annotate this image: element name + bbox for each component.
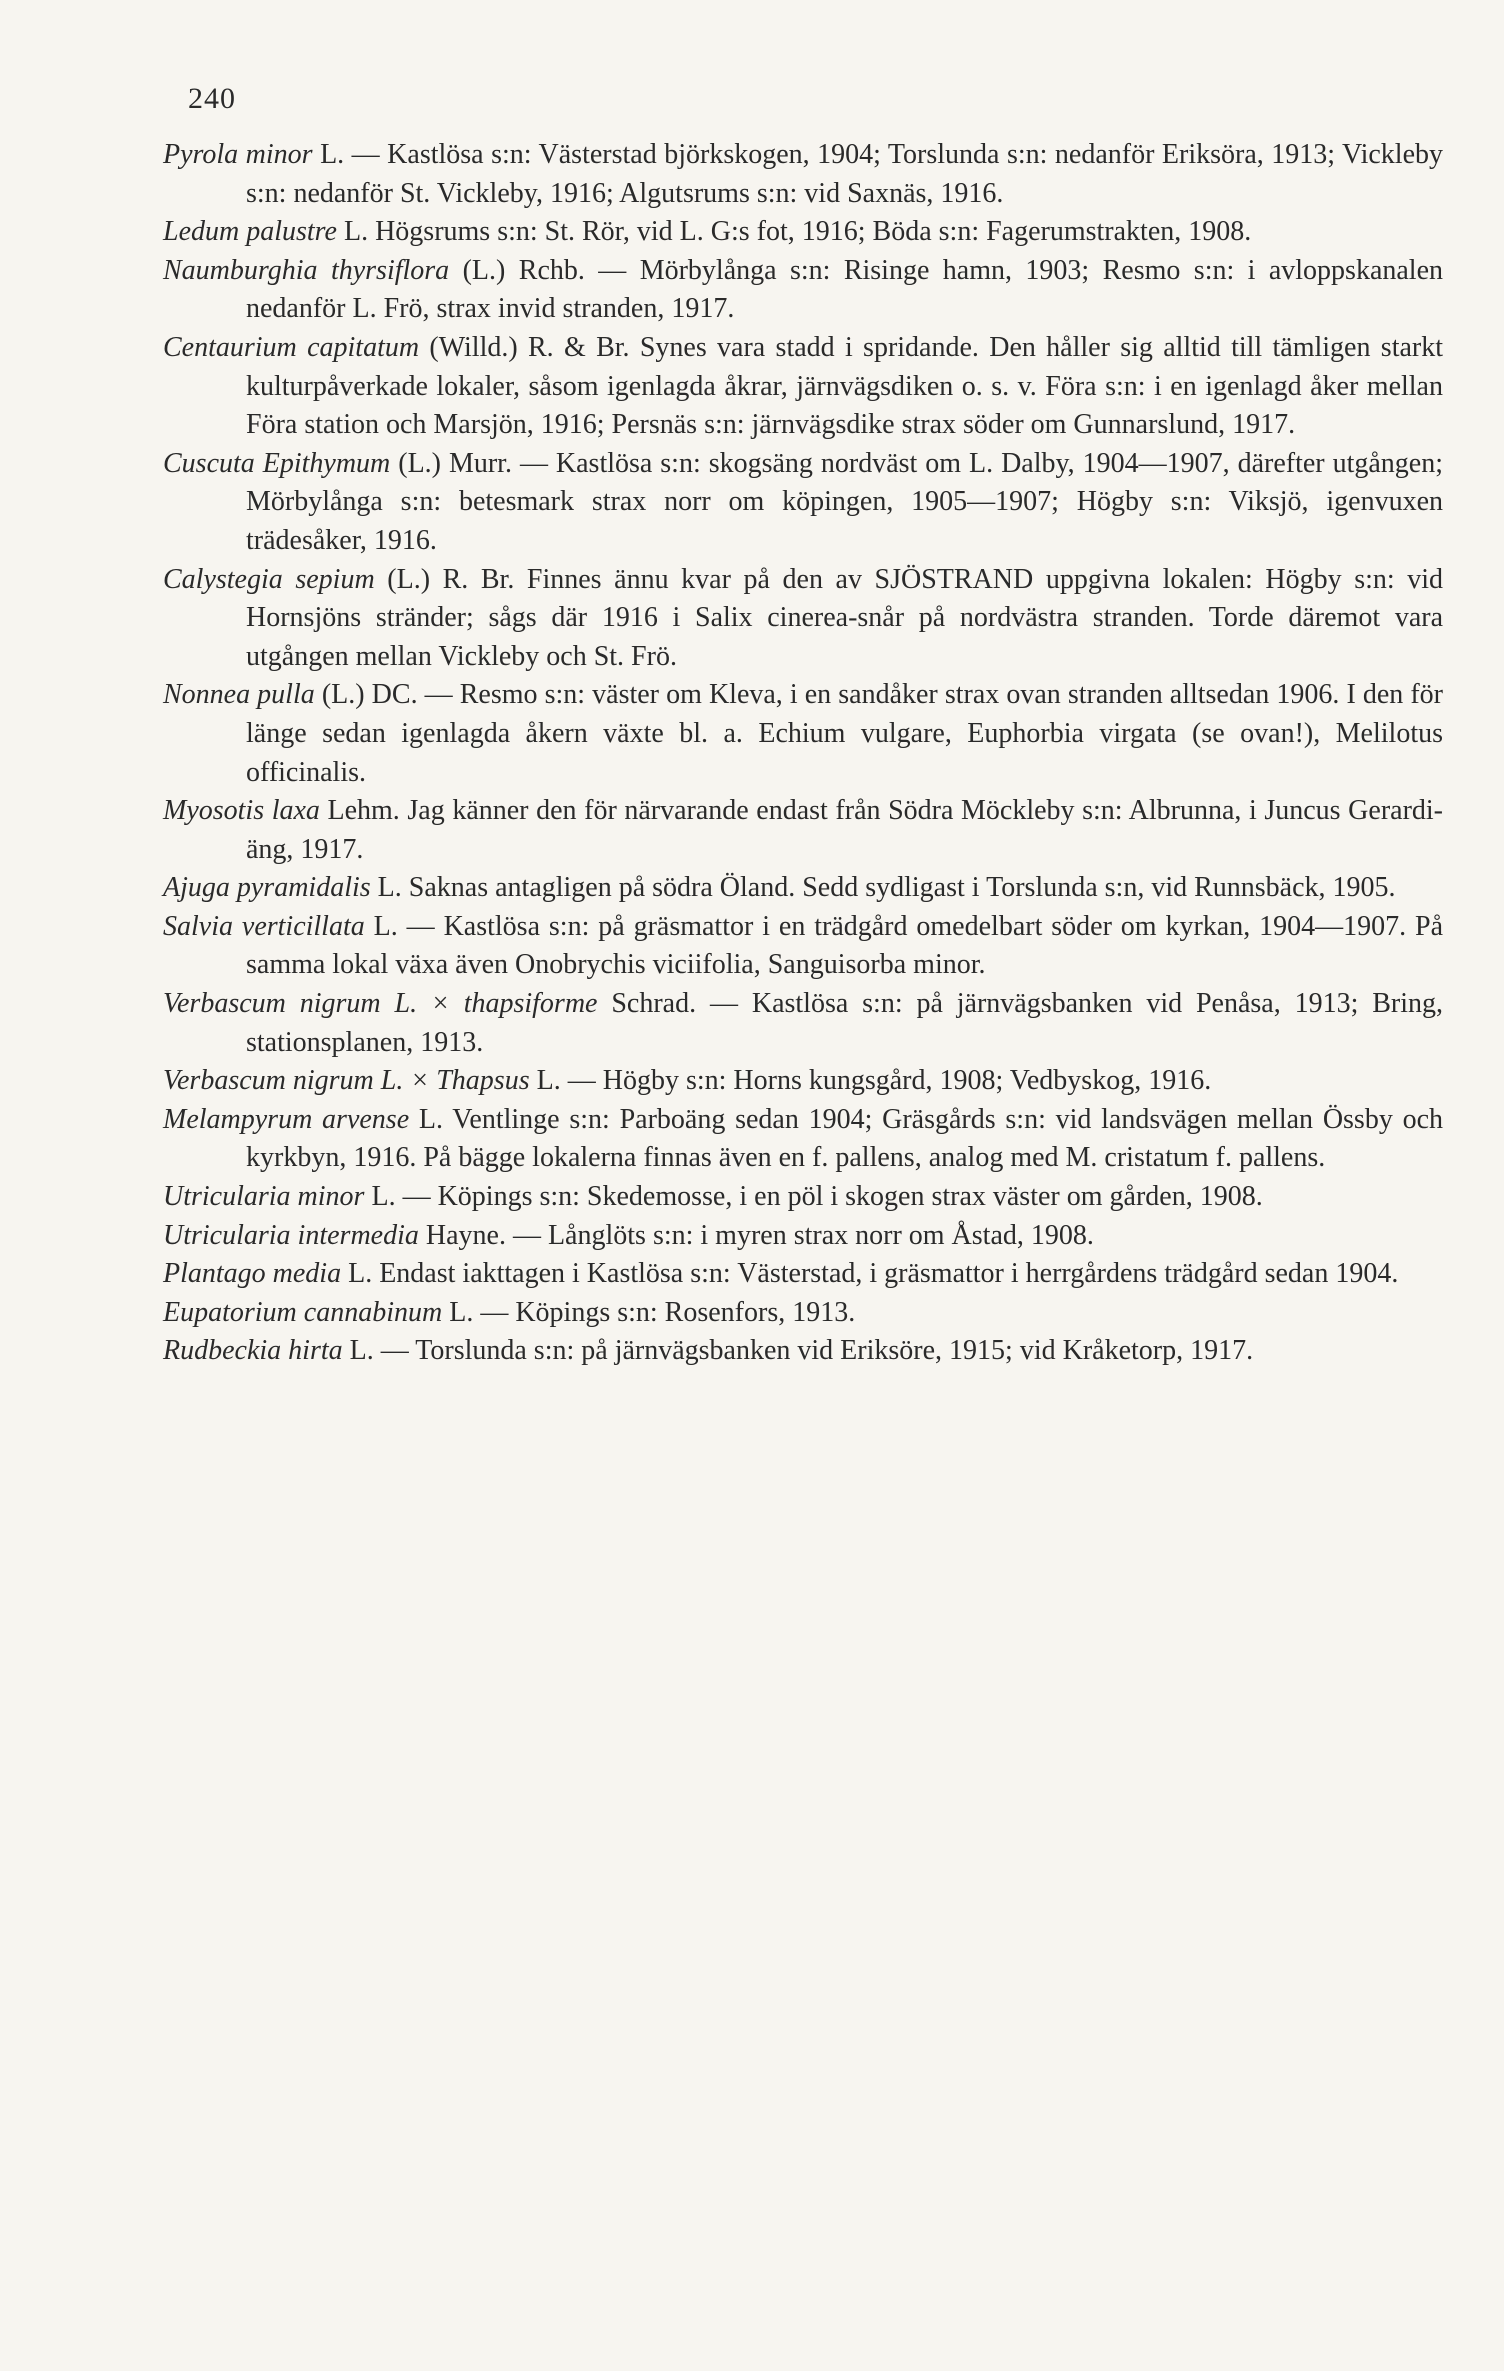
- species-name: Calystegia sepium: [163, 563, 375, 595]
- species-author: L.: [449, 1296, 474, 1328]
- species-author: (L.) Murr.: [398, 447, 512, 479]
- entry-text: Jag känner den för närvarande endast från Södra Möckleby s:n: Albrunna, i Juncus Gerardi-äng, 1917.: [246, 795, 1443, 865]
- species-author: L.: [348, 1258, 373, 1290]
- entry-text: — Kastlösa s:n: på gräsmattor i en trädgård omedelbart söder om kyrkan, 1904—1907. På samma lokal växa även Onobrychis viciifolia, Sanguisorba minor.: [246, 910, 1444, 981]
- species-list: [163, 136, 1443, 1371]
- list-item: [163, 561, 1443, 677]
- entry-text: Endast iakttagen i Kastlösa s:n: Västerstad, i gräsmattor i herrgårdens trädgård sedan 1904.: [379, 1258, 1399, 1290]
- entry-text: Ventlinge s:n: Parboäng sedan 1904; Gräsgårds s:n: vid landsvägen mellan Össby och kyrkbyn, 1916. På bägge lokalerna finnas även en f. pallens, analog med M. cristatum f. pallens.: [246, 1103, 1444, 1174]
- entry-text: — Kastlösa s:n: på järnvägsbanken vid Penåsa, 1913; Bring, stationsplanen, 1913.: [246, 988, 1444, 1058]
- entry-text: — Köpings s:n: Skedemosse, i en pöl i skogen strax väster om gården, 1908.: [402, 1181, 1263, 1213]
- list-item: [163, 1062, 1443, 1101]
- species-name: Verbascum nigrum L. × thapsiforme: [163, 988, 598, 1020]
- species-name: Salvia verticillata: [163, 910, 365, 942]
- list-item: [163, 1255, 1443, 1294]
- list-item: [163, 792, 1443, 869]
- list-item: [163, 1178, 1443, 1217]
- list-item: [163, 252, 1443, 329]
- list-item: [163, 1101, 1443, 1178]
- entry-text: — Högby s:n: Horns kungsgård, 1908; Vedbyskog, 1916.: [567, 1065, 1212, 1097]
- species-name: Plantago media: [163, 1258, 342, 1290]
- entry-text: Synes vara stadd i spridande. Den håller sig alltid till tämligen starkt kulturpåverkade lokaler, såsom igenlagda åkrar, järnvägsdiken o. s. v. Föra s:n: i en igenlagd åker mellan Föra station och Marsjön, 1916; Persnäs s:n: järnvägsdike strax söder om Gunnarslund, 1917.: [246, 331, 1443, 441]
- list-item: [163, 136, 1443, 213]
- entry-text: — Kastlösa s:n: Västerstad björkskogen, 1904; Torslunda s:n: nedanför Eriksöra, 1913; Vickleby s:n: nedanför St. Vickleby, 1916; Algutsrums s:n: vid Saxnäs, 1916.: [246, 139, 1443, 209]
- list-item: [163, 985, 1443, 1062]
- species-author: L.: [343, 216, 369, 248]
- entry-text: — Mörbylånga s:n: Risinge hamn, 1903; Resmo s:n: i avloppskanalen nedanför L. Frö, strax invid stranden, 1917.: [246, 254, 1444, 325]
- list-item: [163, 676, 1443, 792]
- entry-text: — Långlöts s:n: i myren strax norr om Åstad, 1908.: [512, 1219, 1094, 1251]
- species-name: Eupatorium cannabinum: [163, 1296, 443, 1328]
- entry-text: Saknas antagligen på södra Öland. Sedd sydligast i Torslunda s:n, vid Runnsbäck, 1905.: [408, 872, 1396, 904]
- species-author: (Willd.) R. & Br.: [429, 331, 630, 363]
- species-author: (L.) DC.: [321, 679, 418, 711]
- entry-text: — Kastlösa s:n: skogsäng nordväst om L. Dalby, 1904—1907, därefter utgången; Mörbylånga s:n: betesmark strax norr om köpingen, 1905—1907; Högby s:n: Viksjö, igenvuxen trädesåker, 1916.: [246, 447, 1444, 556]
- species-name: Utricularia intermedia: [163, 1219, 419, 1251]
- species-name: Cuscuta Epithymum: [163, 447, 391, 479]
- species-author: L.: [320, 139, 345, 170]
- species-author: (L.) R. Br.: [387, 563, 515, 595]
- list-item: [163, 869, 1443, 908]
- species-author: L.: [418, 1103, 444, 1135]
- species-author: L.: [536, 1065, 561, 1097]
- entry-text: — Resmo s:n: väster om Kleva, i en sandåker strax ovan stranden alltsedan 1906. I den för länge sedan igenlagda åkern växte bl. a. Echium vulgare, Euphorbia virgata (se ovan!), Melilotus officinalis.: [246, 679, 1444, 788]
- species-name: Pyrola minor: [163, 139, 313, 170]
- list-item: [163, 329, 1443, 445]
- list-item: [163, 1294, 1443, 1333]
- list-item: [163, 445, 1443, 561]
- species-author: (L.) Rchb.: [462, 254, 585, 286]
- species-name: Rudbeckia hirta: [163, 1335, 343, 1367]
- list-item: [163, 908, 1443, 985]
- entry-text: Högsrums s:n: St. Rör, vid L. G:s fot, 1916; Böda s:n: Fagerumstrakten, 1908.: [375, 216, 1252, 248]
- species-name: Ledum palustre: [163, 216, 337, 248]
- page-number: 240: [188, 82, 236, 115]
- list-item: [163, 1332, 1443, 1371]
- species-name: Myosotis laxa: [163, 795, 320, 827]
- entry-text: Finnes ännu kvar på den av SJÖSTRAND uppgivna lokalen: Högby s:n: vid Hornsjöns stränder; sågs där 1916 i Salix cinerea-snår på nordvästra stranden. Torde däremot vara utgången mellan Vickleby och St. Frö.: [246, 563, 1444, 672]
- species-author: Schrad.: [611, 988, 697, 1020]
- species-name: Naumburghia thyrsiflora: [163, 254, 450, 286]
- entry-text: — Köpings s:n: Rosenfors, 1913.: [480, 1296, 856, 1328]
- list-item: [163, 213, 1443, 252]
- species-author: L.: [349, 1335, 374, 1367]
- species-author: Hayne.: [425, 1219, 506, 1251]
- species-author: L.: [377, 872, 402, 904]
- species-name: Centaurium capitatum: [163, 331, 420, 363]
- species-name: Nonnea pulla: [163, 679, 315, 711]
- species-name: Ajuga pyramidalis: [163, 872, 371, 904]
- species-name: Melampyrum arvense: [163, 1103, 410, 1135]
- species-author: L.: [373, 910, 398, 942]
- species-name: Utricularia minor: [163, 1181, 365, 1213]
- species-name: Verbascum nigrum L. × Thapsus: [163, 1065, 530, 1097]
- species-author: L.: [371, 1181, 396, 1213]
- list-item: [163, 1217, 1443, 1256]
- species-author: Lehm.: [327, 795, 400, 827]
- entry-text: — Torslunda s:n: på järnvägsbanken vid Eriksöre, 1915; vid Kråketorp, 1917.: [380, 1335, 1254, 1367]
